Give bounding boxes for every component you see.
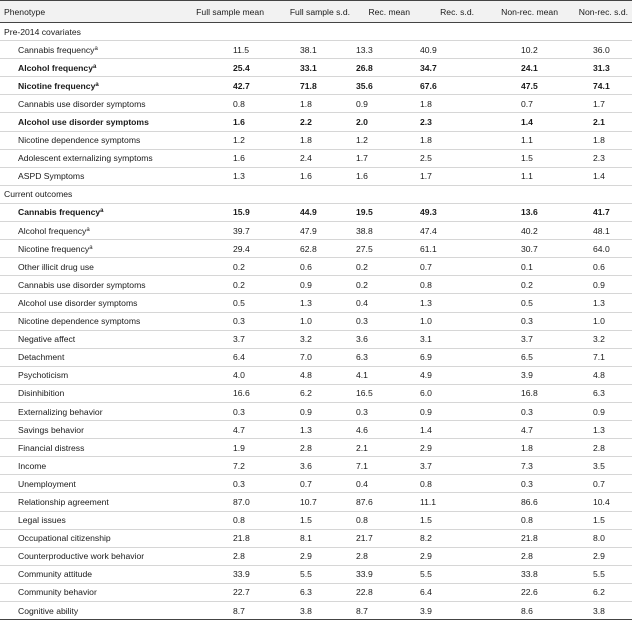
row-label xyxy=(0,475,178,493)
cell-nonrec-mean: 7.3 xyxy=(478,457,562,475)
row-label xyxy=(0,149,178,167)
table-row xyxy=(0,602,632,620)
cell-rec-sd: 67.6 xyxy=(414,77,478,95)
table-row xyxy=(0,348,632,366)
table-row xyxy=(0,113,632,131)
cell-full-mean: 16.6 xyxy=(178,384,268,402)
row-label-text: Income xyxy=(18,460,47,471)
cell-full-mean: 15.9 xyxy=(178,203,268,221)
cell-rec-sd: 1.8 xyxy=(414,95,478,113)
table-row xyxy=(0,240,632,258)
cell-full-sd: 2.8 xyxy=(268,439,354,457)
header-full-sd: Full sample s.d. xyxy=(268,1,354,23)
footnote-marker: a xyxy=(95,81,99,88)
cell-nonrec-mean: 24.1 xyxy=(478,59,562,77)
cell-nonrec-mean: 1.1 xyxy=(478,167,562,185)
cell-full-mean: 87.0 xyxy=(178,493,268,511)
cell-nonrec-mean: 0.3 xyxy=(478,312,562,330)
cell-full-sd: 1.6 xyxy=(268,167,354,185)
cell-full-sd: 2.9 xyxy=(268,547,354,565)
cell-nonrec-mean: 22.6 xyxy=(478,583,562,601)
cell-nonrec-sd: 2.9 xyxy=(562,547,632,565)
row-label xyxy=(0,511,178,529)
cell-nonrec-sd: 0.9 xyxy=(562,276,632,294)
cell-full-sd: 0.9 xyxy=(268,276,354,294)
row-label xyxy=(0,457,178,475)
cell-rec-sd: 6.0 xyxy=(414,384,478,402)
row-label-text: Disinhibition xyxy=(18,388,65,399)
header-row xyxy=(0,1,632,23)
row-label xyxy=(0,77,178,95)
cell-nonrec-mean: 13.6 xyxy=(478,203,562,221)
cell-rec-sd: 0.7 xyxy=(414,258,478,276)
table-row xyxy=(0,529,632,547)
row-label xyxy=(0,348,178,366)
cell-nonrec-mean: 86.6 xyxy=(478,493,562,511)
row-label xyxy=(0,602,178,620)
row-label xyxy=(0,493,178,511)
cell-rec-mean: 0.2 xyxy=(354,276,414,294)
cell-rec-sd: 34.7 xyxy=(414,59,478,77)
table-row xyxy=(0,330,632,348)
cell-full-mean: 8.7 xyxy=(178,602,268,620)
cell-full-sd: 0.6 xyxy=(268,258,354,276)
cell-full-sd: 5.5 xyxy=(268,565,354,583)
cell-full-mean: 29.4 xyxy=(178,240,268,258)
row-label-text: Alcohol frequency xyxy=(18,62,93,73)
cell-nonrec-sd: 2.8 xyxy=(562,439,632,457)
section-title: Pre-2014 covariates xyxy=(0,23,632,41)
cell-rec-sd: 2.9 xyxy=(414,439,478,457)
cell-rec-mean: 4.6 xyxy=(354,421,414,439)
row-label xyxy=(0,294,178,312)
cell-full-mean: 0.3 xyxy=(178,402,268,420)
cell-rec-sd: 1.0 xyxy=(414,312,478,330)
cell-full-sd: 2.4 xyxy=(268,149,354,167)
cell-rec-sd: 2.9 xyxy=(414,547,478,565)
cell-nonrec-mean: 1.5 xyxy=(478,149,562,167)
section-header-row xyxy=(0,185,632,203)
cell-full-sd: 1.3 xyxy=(268,421,354,439)
row-label-text: Financial distress xyxy=(18,442,85,453)
cell-rec-mean: 2.0 xyxy=(354,113,414,131)
table-row xyxy=(0,366,632,384)
table-row xyxy=(0,276,632,294)
row-label xyxy=(0,312,178,330)
cell-rec-sd: 11.1 xyxy=(414,493,478,511)
cell-nonrec-sd: 31.3 xyxy=(562,59,632,77)
header-phenotype: Phenotype xyxy=(0,1,178,23)
row-label-text: Nicotine frequency xyxy=(18,243,90,254)
cell-full-sd: 71.8 xyxy=(268,77,354,95)
row-label-text: Unemployment xyxy=(18,478,76,489)
cell-nonrec-mean: 0.3 xyxy=(478,402,562,420)
cell-full-mean: 33.9 xyxy=(178,565,268,583)
cell-full-mean: 0.8 xyxy=(178,511,268,529)
row-label-text: Community behavior xyxy=(18,587,97,598)
cell-rec-sd: 40.9 xyxy=(414,41,478,59)
cell-full-sd: 2.2 xyxy=(268,113,354,131)
cell-nonrec-sd: 1.3 xyxy=(562,294,632,312)
footnote-marker: a xyxy=(100,208,104,215)
cell-rec-mean: 3.6 xyxy=(354,330,414,348)
cell-nonrec-sd: 64.0 xyxy=(562,240,632,258)
table-row xyxy=(0,421,632,439)
cell-nonrec-mean: 1.8 xyxy=(478,439,562,457)
row-label-text: Counterproductive work behavior xyxy=(18,551,145,562)
cell-rec-mean: 0.2 xyxy=(354,258,414,276)
table-row xyxy=(0,511,632,529)
cell-nonrec-mean: 0.8 xyxy=(478,511,562,529)
cell-full-sd: 7.0 xyxy=(268,348,354,366)
cell-full-mean: 6.4 xyxy=(178,348,268,366)
cell-full-mean: 11.5 xyxy=(178,41,268,59)
cell-full-sd: 47.9 xyxy=(268,222,354,240)
cell-full-mean: 3.7 xyxy=(178,330,268,348)
row-label-text: Cognitive ability xyxy=(18,605,79,616)
cell-full-mean: 2.8 xyxy=(178,547,268,565)
cell-full-mean: 7.2 xyxy=(178,457,268,475)
row-label-text: Psychoticism xyxy=(18,370,69,381)
cell-full-sd: 3.2 xyxy=(268,330,354,348)
cell-nonrec-sd: 5.5 xyxy=(562,565,632,583)
cell-rec-mean: 27.5 xyxy=(354,240,414,258)
cell-full-mean: 1.6 xyxy=(178,113,268,131)
row-label xyxy=(0,565,178,583)
row-label-text: Legal issues xyxy=(18,515,66,526)
header-full-mean: Full sample mean xyxy=(178,1,268,23)
cell-nonrec-sd: 1.5 xyxy=(562,511,632,529)
row-label-text: Negative affect xyxy=(18,334,76,345)
footnote-marker: a xyxy=(92,63,97,70)
row-label-text: Nicotine dependence symptoms xyxy=(18,316,141,327)
cell-rec-mean: 2.1 xyxy=(354,439,414,457)
row-label-text: Cannabis use disorder symptoms xyxy=(18,98,146,109)
cell-rec-sd: 8.2 xyxy=(414,529,478,547)
cell-full-sd: 8.1 xyxy=(268,529,354,547)
row-label xyxy=(0,240,178,258)
row-label xyxy=(0,113,178,131)
row-label xyxy=(0,330,178,348)
cell-full-sd: 0.9 xyxy=(268,402,354,420)
table-row xyxy=(0,475,632,493)
cell-nonrec-mean: 8.6 xyxy=(478,602,562,620)
cell-rec-sd: 3.9 xyxy=(414,602,478,620)
row-label-text: Alcohol use disorder symptoms xyxy=(18,297,138,308)
table-row xyxy=(0,59,632,77)
cell-rec-mean: 8.7 xyxy=(354,602,414,620)
cell-rec-mean: 35.6 xyxy=(354,77,414,95)
cell-nonrec-mean: 16.8 xyxy=(478,384,562,402)
cell-rec-sd: 5.5 xyxy=(414,565,478,583)
section-header-row xyxy=(0,23,632,41)
cell-full-mean: 25.4 xyxy=(178,59,268,77)
cell-rec-sd: 49.3 xyxy=(414,203,478,221)
table-row xyxy=(0,439,632,457)
footnote-marker: a xyxy=(94,45,98,52)
cell-nonrec-mean: 30.7 xyxy=(478,240,562,258)
cell-rec-sd: 3.7 xyxy=(414,457,478,475)
cell-full-sd: 1.5 xyxy=(268,511,354,529)
cell-nonrec-sd: 3.8 xyxy=(562,602,632,620)
footnote-marker: a xyxy=(89,244,93,251)
table-row xyxy=(0,294,632,312)
row-label-text: Community attitude xyxy=(18,569,93,580)
cell-rec-sd: 4.9 xyxy=(414,366,478,384)
cell-nonrec-sd: 74.1 xyxy=(562,77,632,95)
cell-nonrec-sd: 10.4 xyxy=(562,493,632,511)
header-rec-sd: Rec. s.d. xyxy=(414,1,478,23)
row-label-text: Alcohol use disorder symptoms xyxy=(18,117,149,128)
header-nonrec-sd: Non-rec. s.d. xyxy=(562,1,632,23)
cell-nonrec-sd: 4.8 xyxy=(562,366,632,384)
row-label xyxy=(0,222,178,240)
cell-full-sd: 1.8 xyxy=(268,95,354,113)
cell-nonrec-mean: 3.9 xyxy=(478,366,562,384)
cell-rec-mean: 87.6 xyxy=(354,493,414,511)
row-label-text: Relationship agreement xyxy=(18,496,109,507)
header-nonrec-mean: Non-rec. mean xyxy=(478,1,562,23)
cell-full-mean: 1.2 xyxy=(178,131,268,149)
cell-nonrec-sd: 1.7 xyxy=(562,95,632,113)
cell-nonrec-mean: 3.7 xyxy=(478,330,562,348)
cell-nonrec-sd: 3.5 xyxy=(562,457,632,475)
cell-rec-mean: 26.8 xyxy=(354,59,414,77)
cell-rec-mean: 16.5 xyxy=(354,384,414,402)
cell-nonrec-mean: 0.7 xyxy=(478,95,562,113)
row-label-text: Occupational citizenship xyxy=(18,533,111,544)
table-row xyxy=(0,167,632,185)
cell-rec-mean: 1.2 xyxy=(354,131,414,149)
cell-full-sd: 44.9 xyxy=(268,203,354,221)
cell-full-sd: 1.0 xyxy=(268,312,354,330)
cell-rec-mean: 0.4 xyxy=(354,294,414,312)
row-label-text: Other illicit drug use xyxy=(18,261,94,272)
row-label xyxy=(0,258,178,276)
table-row xyxy=(0,583,632,601)
cell-full-sd: 6.2 xyxy=(268,384,354,402)
cell-full-mean: 1.3 xyxy=(178,167,268,185)
cell-full-mean: 4.0 xyxy=(178,366,268,384)
cell-rec-sd: 3.1 xyxy=(414,330,478,348)
table-row xyxy=(0,203,632,221)
cell-nonrec-mean: 0.2 xyxy=(478,276,562,294)
cell-nonrec-mean: 10.2 xyxy=(478,41,562,59)
cell-nonrec-sd: 1.3 xyxy=(562,421,632,439)
row-label xyxy=(0,276,178,294)
cell-nonrec-sd: 1.0 xyxy=(562,312,632,330)
table-row xyxy=(0,149,632,167)
cell-nonrec-mean: 4.7 xyxy=(478,421,562,439)
row-label-text: Alcohol frequency xyxy=(18,225,87,236)
cell-nonrec-sd: 48.1 xyxy=(562,222,632,240)
row-label xyxy=(0,41,178,59)
table-row xyxy=(0,95,632,113)
row-label-text: Cannabis frequency xyxy=(18,44,95,55)
cell-rec-mean: 38.8 xyxy=(354,222,414,240)
cell-nonrec-sd: 41.7 xyxy=(562,203,632,221)
row-label-text: Nicotine dependence symptoms xyxy=(18,135,141,146)
cell-full-sd: 4.8 xyxy=(268,366,354,384)
cell-nonrec-mean: 0.3 xyxy=(478,475,562,493)
cell-full-sd: 6.3 xyxy=(268,583,354,601)
section-title: Current outcomes xyxy=(0,185,632,203)
cell-full-mean: 0.3 xyxy=(178,312,268,330)
cell-rec-sd: 47.4 xyxy=(414,222,478,240)
cell-full-mean: 1.9 xyxy=(178,439,268,457)
cell-full-mean: 21.8 xyxy=(178,529,268,547)
cell-nonrec-mean: 33.8 xyxy=(478,565,562,583)
cell-full-mean: 0.5 xyxy=(178,294,268,312)
cell-full-sd: 10.7 xyxy=(268,493,354,511)
cell-nonrec-sd: 8.0 xyxy=(562,529,632,547)
cell-rec-sd: 2.5 xyxy=(414,149,478,167)
row-label-text: Cannabis use disorder symptoms xyxy=(18,279,146,290)
cell-full-mean: 4.7 xyxy=(178,421,268,439)
table-row xyxy=(0,565,632,583)
cell-nonrec-sd: 0.9 xyxy=(562,402,632,420)
row-label xyxy=(0,547,178,565)
cell-full-sd: 3.6 xyxy=(268,457,354,475)
row-label-text: Detachment xyxy=(18,352,65,363)
row-label-text: Externalizing behavior xyxy=(18,406,103,417)
footnote-marker: a xyxy=(86,226,90,233)
cell-full-sd: 1.8 xyxy=(268,131,354,149)
cell-full-sd: 3.8 xyxy=(268,602,354,620)
cell-rec-sd: 0.9 xyxy=(414,402,478,420)
cell-nonrec-mean: 2.8 xyxy=(478,547,562,565)
cell-full-mean: 1.6 xyxy=(178,149,268,167)
row-label xyxy=(0,366,178,384)
cell-rec-sd: 1.3 xyxy=(414,294,478,312)
cell-rec-sd: 1.4 xyxy=(414,421,478,439)
cell-nonrec-mean: 1.4 xyxy=(478,113,562,131)
table-row xyxy=(0,312,632,330)
cell-nonrec-sd: 0.7 xyxy=(562,475,632,493)
row-label-text: Nicotine frequency xyxy=(18,80,96,91)
header-rec-mean: Rec. mean xyxy=(354,1,414,23)
row-label xyxy=(0,583,178,601)
table-row xyxy=(0,402,632,420)
table-row xyxy=(0,384,632,402)
row-label xyxy=(0,59,178,77)
cell-full-mean: 0.8 xyxy=(178,95,268,113)
row-label-text: Cannabis frequency xyxy=(18,207,101,218)
row-label xyxy=(0,131,178,149)
row-label-text: ASPD Symptoms xyxy=(18,171,85,182)
cell-rec-mean: 0.9 xyxy=(354,95,414,113)
cell-full-mean: 39.7 xyxy=(178,222,268,240)
cell-rec-mean: 22.8 xyxy=(354,583,414,601)
table-row xyxy=(0,131,632,149)
row-label xyxy=(0,95,178,113)
cell-nonrec-mean: 21.8 xyxy=(478,529,562,547)
cell-rec-sd: 6.4 xyxy=(414,583,478,601)
row-label-text: Adolescent externalizing symptoms xyxy=(18,153,153,164)
cell-rec-mean: 7.1 xyxy=(354,457,414,475)
cell-full-sd: 62.8 xyxy=(268,240,354,258)
cell-nonrec-mean: 1.1 xyxy=(478,131,562,149)
cell-rec-mean: 33.9 xyxy=(354,565,414,583)
cell-rec-mean: 0.3 xyxy=(354,402,414,420)
cell-nonrec-sd: 36.0 xyxy=(562,41,632,59)
table-body xyxy=(0,23,632,620)
cell-nonrec-sd: 0.6 xyxy=(562,258,632,276)
cell-rec-sd: 1.8 xyxy=(414,131,478,149)
table-row xyxy=(0,41,632,59)
cell-rec-sd: 0.8 xyxy=(414,276,478,294)
cell-nonrec-sd: 1.8 xyxy=(562,131,632,149)
cell-nonrec-sd: 7.1 xyxy=(562,348,632,366)
cell-rec-sd: 2.3 xyxy=(414,113,478,131)
row-label xyxy=(0,529,178,547)
table-row xyxy=(0,493,632,511)
cell-nonrec-sd: 6.3 xyxy=(562,384,632,402)
cell-nonrec-sd: 1.4 xyxy=(562,167,632,185)
cell-full-sd: 33.1 xyxy=(268,59,354,77)
cell-nonrec-mean: 40.2 xyxy=(478,222,562,240)
cell-full-sd: 38.1 xyxy=(268,41,354,59)
cell-full-sd: 1.3 xyxy=(268,294,354,312)
cell-rec-mean: 13.3 xyxy=(354,41,414,59)
row-label xyxy=(0,439,178,457)
table-row xyxy=(0,258,632,276)
cell-rec-mean: 6.3 xyxy=(354,348,414,366)
table-row xyxy=(0,547,632,565)
cell-rec-mean: 2.8 xyxy=(354,547,414,565)
cell-nonrec-mean: 0.5 xyxy=(478,294,562,312)
cell-nonrec-mean: 47.5 xyxy=(478,77,562,95)
cell-rec-sd: 61.1 xyxy=(414,240,478,258)
cell-full-mean: 0.2 xyxy=(178,258,268,276)
cell-rec-mean: 0.4 xyxy=(354,475,414,493)
row-label xyxy=(0,402,178,420)
cell-full-mean: 22.7 xyxy=(178,583,268,601)
row-label xyxy=(0,203,178,221)
row-label-text: Savings behavior xyxy=(18,424,84,435)
cell-rec-mean: 4.1 xyxy=(354,366,414,384)
cell-rec-mean: 0.3 xyxy=(354,312,414,330)
cell-rec-mean: 0.8 xyxy=(354,511,414,529)
table-row xyxy=(0,457,632,475)
table-row xyxy=(0,77,632,95)
cell-nonrec-mean: 6.5 xyxy=(478,348,562,366)
cell-rec-sd: 0.8 xyxy=(414,475,478,493)
table-row xyxy=(0,222,632,240)
cell-nonrec-sd: 2.3 xyxy=(562,149,632,167)
cell-full-mean: 0.2 xyxy=(178,276,268,294)
cell-rec-sd: 1.7 xyxy=(414,167,478,185)
cell-nonrec-sd: 2.1 xyxy=(562,113,632,131)
cell-nonrec-sd: 6.2 xyxy=(562,583,632,601)
cell-rec-sd: 1.5 xyxy=(414,511,478,529)
cell-rec-mean: 19.5 xyxy=(354,203,414,221)
cell-full-sd: 0.7 xyxy=(268,475,354,493)
cell-full-mean: 42.7 xyxy=(178,77,268,95)
cell-nonrec-sd: 3.2 xyxy=(562,330,632,348)
cell-rec-mean: 1.6 xyxy=(354,167,414,185)
cell-full-mean: 0.3 xyxy=(178,475,268,493)
row-label xyxy=(0,421,178,439)
row-label xyxy=(0,167,178,185)
cell-rec-sd: 6.9 xyxy=(414,348,478,366)
cell-rec-mean: 21.7 xyxy=(354,529,414,547)
cell-rec-mean: 1.7 xyxy=(354,149,414,167)
cell-nonrec-mean: 0.1 xyxy=(478,258,562,276)
row-label xyxy=(0,384,178,402)
